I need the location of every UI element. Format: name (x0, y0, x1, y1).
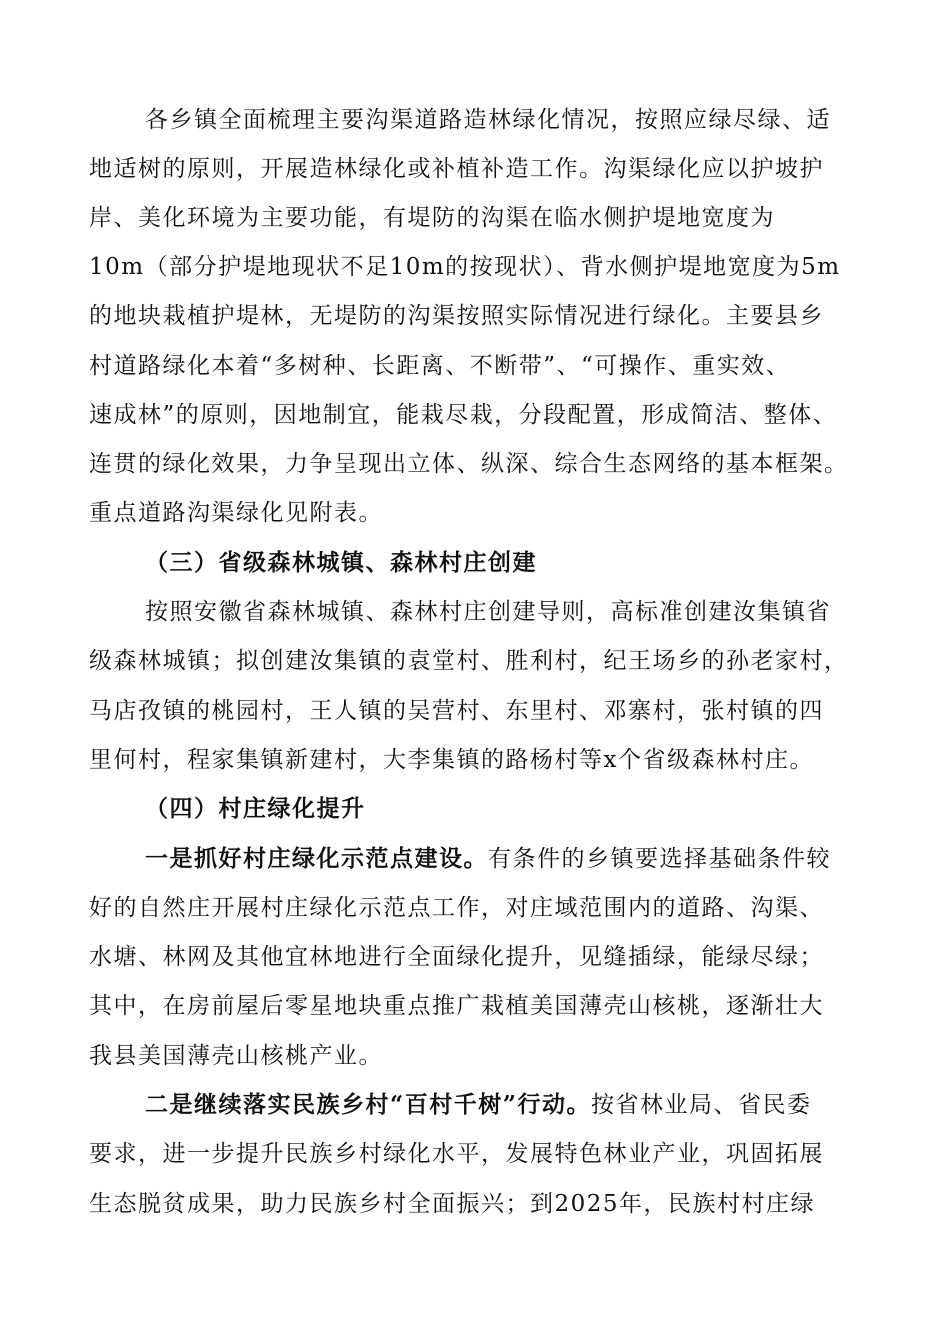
paragraph-1-line-8: 连贯的绿化效果，力争呈现出立体、纵深、综合生态网络的基本框架。 (89, 451, 849, 477)
section-heading-3: （三）省级森林城镇、森林村庄创建 (145, 549, 537, 576)
paragraph-3-line-4: 其中，在房前屋后零星地块重点推广栽植美国薄壳山核桃，逐渐壮大 (89, 993, 824, 1019)
paragraph-2-line-4: 里何村，程家集镇新建村，大李集镇的路杨村等x个省级森林村庄。 (89, 747, 814, 773)
paragraph-1-line-3: 岸、美化环境为主要功能，有堤防的沟渠在临水侧护堤地宽度为 (89, 205, 775, 231)
paragraph-4-first-line-rest: 按省林业局、省民委 (590, 1092, 812, 1118)
paragraph-3-lead: 一是抓好村庄绿化示范点建设。 (145, 845, 488, 872)
paragraph-3-line-3: 水塘、林网及其他宜林地进行全面绿化提升，见缝插绿，能绿尽绿； (89, 944, 824, 970)
section-heading-4: （四）村庄绿化提升 (145, 795, 366, 822)
paragraph-3-line-2: 好的自然庄开展村庄绿化示范点工作，对庄域范围内的道路、沟渠、 (89, 895, 824, 921)
paragraph-2-line-3: 马店孜镇的桃园村，王人镇的吴营村、东里村、邓寨村，张村镇的四 (89, 698, 824, 724)
paragraph-1-line-9: 重点道路沟渠绿化见附表。 (89, 500, 383, 526)
paragraph-1-line-1: 各乡镇全面梳理主要沟渠道路造林绿化情况，按照应绿尽绿、适 (145, 107, 831, 133)
paragraph-1-line-7: 速成林”的原则，因地制宜，能栽尽栽，分段配置，形成简洁、整体、 (89, 402, 838, 428)
paragraph-4-line-1 (145, 1090, 811, 1120)
paragraph-4-line-3: 生态脱贫成果，助力民族乡村全面振兴；到2025年，民族村村庄绿 (89, 1191, 816, 1217)
paragraph-1-line-5: 的地块栽植护堤林，无堤防的沟渠按照实际情况进行绿化。主要县乡 (89, 303, 824, 329)
paragraph-3-line-5: 我县美国薄壳山核桃产业。 (89, 1043, 383, 1069)
paragraph-4-lead: 二是继续落实民族乡村“百村千树”行动。 (145, 1091, 591, 1118)
paragraph-3-first-line-rest: 有条件的乡镇要选择基础条件较 (488, 846, 831, 872)
paragraph-1-line-2: 地适树的原则，开展造林绿化或补植补造工作。沟渠绿化应以护坡护 (89, 156, 824, 182)
paragraph-2-line-2: 级森林城镇；拟创建汝集镇的袁堂村、胜利村，纪王场乡的孙老家村， (89, 648, 849, 674)
paragraph-4-line-2: 要求，进一步提升民族乡村绿化水平，发展特色林业产业，巩固拓展 (89, 1141, 824, 1167)
paragraph-3-line-1 (145, 844, 831, 874)
paragraph-2-line-1: 按照安徽省森林城镇、森林村庄创建导则，高标准创建汝集镇省 (145, 599, 831, 625)
paragraph-1-line-6: 村道路绿化本着“多树种、长距离、不断带”、“可操作、重实效、 (89, 353, 791, 379)
paragraph-1-line-4: 10m（部分护堤地现状不足10m的按现状）、背水侧护堤地宽度为5m (89, 254, 841, 280)
